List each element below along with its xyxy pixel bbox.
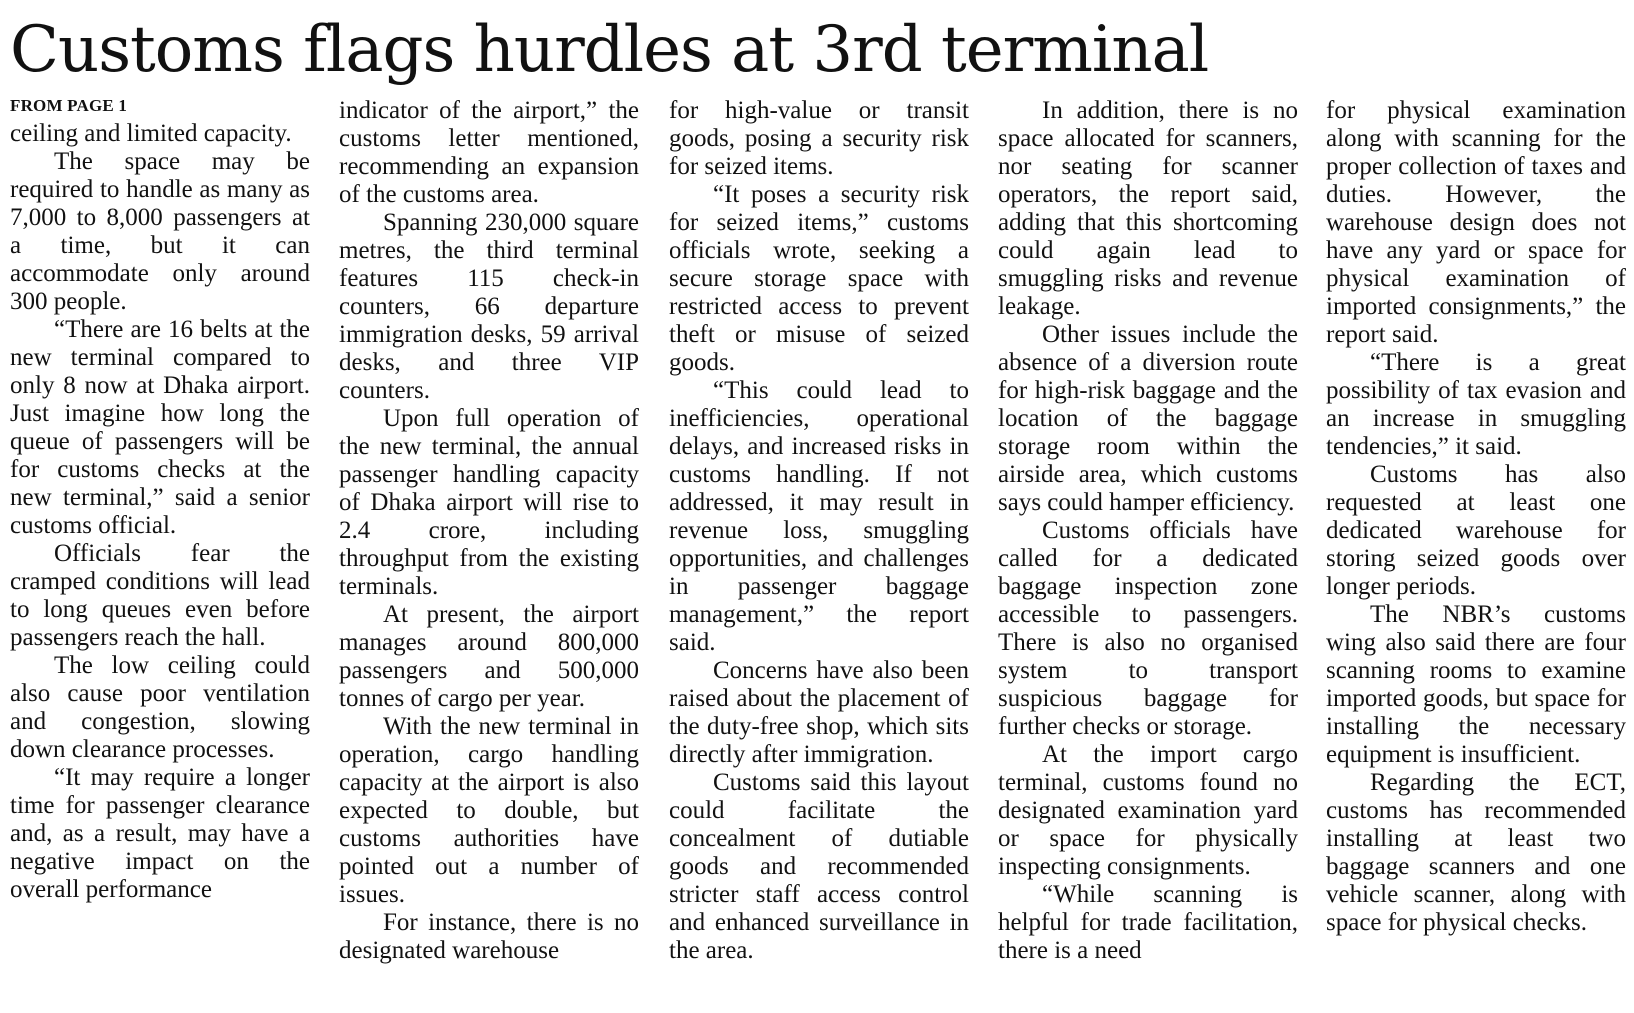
paragraph: In addition, there is no space allocated for scanners, nor seating for scanner operators, the report said, adding that this shortcoming could again lead to smuggling risks and revenue leakage.	[998, 97, 1298, 320]
dateline: FROM PAGE 1	[10, 96, 128, 115]
paragraph: The low ceiling could also cause poor ventilation and congestion, slowing down clearance processes.	[10, 652, 310, 763]
column-3	[669, 97, 969, 965]
paragraph: Other issues include the absence of a diversion route for high-risk baggage and the location of the baggage storage room within the airside area, which customs says could hamper efficiency.	[998, 321, 1298, 516]
paragraph: At present, the airport manages around 800,000 passengers and 500,000 tonnes of cargo per year.	[339, 601, 639, 712]
paragraph: At the import cargo terminal, customs found no designated examination yard or space for physically inspecting consignments.	[998, 741, 1298, 880]
paragraph: Officials fear the cramped conditions will lead to long queues even before passengers reach the hall.	[10, 540, 310, 651]
paragraph: ceiling and limited capacity.	[10, 120, 292, 147]
paragraph: Upon full operation of the new terminal, the annual passenger handling capacity of Dhaka airport will rise to 2.4 crore, including throughput from the existing terminals.	[339, 405, 639, 600]
paragraph: Spanning 230,000 square metres, the third terminal features 115 check-in counters, 66 departure immigration desks, 59 arrival desks, and three VIP counters.	[339, 209, 639, 404]
paragraph: With the new terminal in operation, cargo handling capacity at the airport is also expected to double, but customs authorities have pointed out a number of issues.	[339, 713, 639, 908]
column-1	[10, 95, 310, 904]
paragraph: The space may be required to handle as many as 7,000 to 8,000 passengers at a time, but it can accommodate only around 300 people.	[10, 148, 310, 315]
paragraph: The NBR’s customs wing also said there are four scanning rooms to examine imported goods, but space for installing the necessary equipment is insufficient.	[1326, 601, 1626, 768]
paragraph: “While scanning is helpful for trade facilitation, there is a need	[998, 881, 1298, 964]
paragraph: “There is a great possibility of tax evasion and an increase in smuggling tendencies,” it said.	[1326, 349, 1626, 460]
paragraph: “It poses a security risk for seized items,” customs officials wrote, seeking a secure storage space with restricted access to prevent theft or misuse of seized goods.	[669, 181, 969, 376]
paragraph: for high-value or transit goods, posing a security risk for seized items.	[669, 97, 969, 180]
paragraph: indicator of the airport,” the customs letter mentioned, recommending an expansion of the customs area.	[339, 97, 639, 208]
paragraph: Customs has also requested at least one dedicated warehouse for storing seized goods over longer periods.	[1326, 461, 1626, 600]
paragraph: Customs officials have called for a dedicated baggage inspection zone accessible to passengers. There is also no organised system to transport suspicious baggage for further checks or storage.	[998, 517, 1298, 740]
paragraph: Customs said this layout could facilitate the concealment of dutiable goods and recommended stricter staff access control and enhanced surveillance in the area.	[669, 769, 969, 964]
headline: Customs flags hurdles at 3rd terminal	[10, 13, 1209, 87]
paragraph: “It may require a longer time for passenger clearance and, as a result, may have a negative impact on the overall performance	[10, 764, 310, 903]
paragraph: “There are 16 belts at the new terminal compared to only 8 now at Dhaka airport. Just imagine how long the queue of passengers will be for customs checks at the new terminal,” said a senior customs official.	[10, 316, 310, 539]
column-4	[998, 97, 1298, 965]
paragraph: “This could lead to inefficiencies, operational delays, and increased risks in customs handling. If not addressed, it may result in revenue loss, smuggling opportunities, and challenges in passenger baggage management,” the report said.	[669, 377, 969, 656]
paragraph: Regarding the ECT, customs has recommended installing at least two baggage scanners and one vehicle scanner, along with space for physical checks.	[1326, 769, 1626, 936]
column-2	[339, 97, 639, 965]
column-5	[1326, 97, 1626, 937]
paragraph: For instance, there is no designated warehouse	[339, 909, 639, 964]
paragraph: for physical examination along with scanning for the proper collection of taxes and duties. However, the warehouse design does not have any yard or space for physical examination of imported consignments,” the report said.	[1326, 97, 1626, 348]
paragraph: Concerns have also been raised about the placement of the duty-free shop, which sits directly after immigration.	[669, 657, 969, 768]
